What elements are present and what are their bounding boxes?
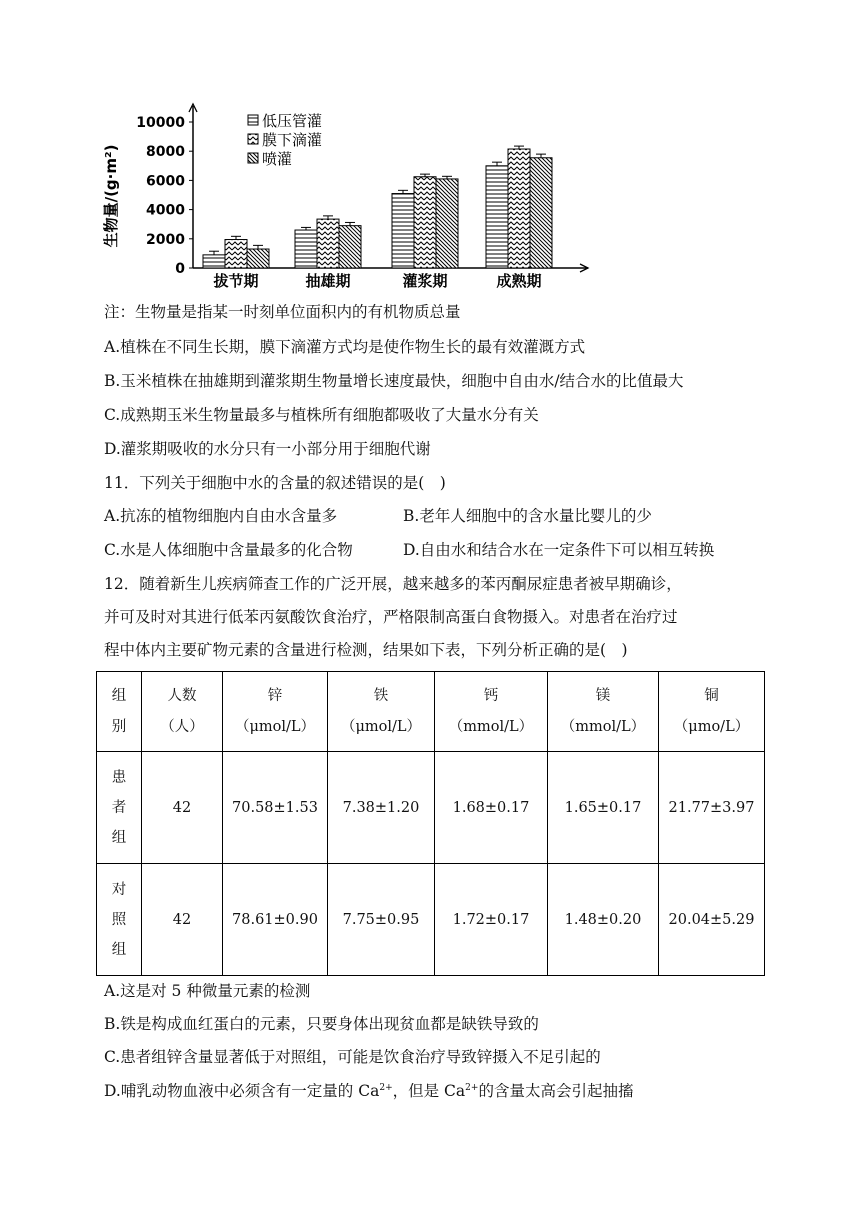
row-group-label: 对 照 组 xyxy=(97,864,142,976)
q10-option-b: B.玉米植株在抽雄期到灌浆期生物量增长速度最快，细胞中自由水/结合水的比值最大 xyxy=(104,372,684,390)
q12-stem-line-1: 12．随着新生儿疾病筛查工作的广泛开展，越来越多的苯丙酮尿症患者被早期确诊， xyxy=(104,575,682,593)
bar xyxy=(295,230,317,268)
header-zinc: 锌 （μmol/L） xyxy=(223,672,328,752)
bar xyxy=(530,158,552,268)
table-cell: 78.61±0.90 xyxy=(223,864,328,976)
table-cell: 7.38±1.20 xyxy=(328,752,435,864)
legend-label: 膜下滴灌 xyxy=(262,131,323,149)
table-cell: 7.75±0.95 xyxy=(328,864,435,976)
x-tick-label: 拔节期 xyxy=(213,272,259,290)
table-row xyxy=(97,752,765,864)
legend-label: 喷灌 xyxy=(262,150,293,168)
bar xyxy=(317,219,339,268)
q12-option-b: B.铁是构成血红蛋白的元素，只要身体出现贫血都是缺铁导致的 xyxy=(104,1015,539,1033)
bar xyxy=(436,179,458,268)
table-row xyxy=(97,864,765,976)
table-cell: 1.65±0.17 xyxy=(548,752,659,864)
q12-stem-line-3: 程中体内主要矿物元素的含量进行检测，结果如下表，下列分析正确的是( ) xyxy=(104,641,628,659)
table-cell: 1.48±0.20 xyxy=(548,864,659,976)
biomass-bar-chart xyxy=(100,96,600,296)
y-tick-label: 8000 xyxy=(146,144,185,161)
table-cell: 42 xyxy=(142,864,223,976)
y-tick-label: 10000 xyxy=(136,115,185,131)
bar xyxy=(486,166,508,268)
bar xyxy=(508,149,530,268)
header-count: 人数 （人） xyxy=(142,672,223,752)
q12-option-c: C.患者组锌含量显著低于对照组，可能是饮食治疗导致锌摄入不足引起的 xyxy=(104,1048,601,1066)
header-iron: 铁 （μmol/L） xyxy=(328,672,435,752)
bar xyxy=(203,255,225,268)
bar xyxy=(247,249,269,268)
row-group-label: 患 者 组 xyxy=(97,752,142,864)
legend-swatch xyxy=(248,134,258,144)
legend-swatch xyxy=(248,153,258,163)
chart-svg xyxy=(100,96,600,296)
y-tick-label: 6000 xyxy=(146,173,185,190)
bar xyxy=(414,177,436,268)
q11-option-c: C.水是人体细胞中含量最多的化合物 xyxy=(104,541,353,559)
header-magnesium: 镁 （mmol/L） xyxy=(548,672,659,752)
q10-option-a: A.植株在不同生长期，膜下滴灌方式均是使作物生长的最有效灌溉方式 xyxy=(104,338,586,356)
q11-option-a: A.抗冻的植物细胞内自由水含量多 xyxy=(104,507,338,525)
chart-note: 注：生物量是指某一时刻单位面积内的有机物质总量 xyxy=(104,303,461,321)
q11-option-d: D.自由水和结合水在一定条件下可以相互转换 xyxy=(403,541,715,559)
mineral-table xyxy=(96,671,765,976)
q10-option-c: C.成熟期玉米生物量最多与植株所有细胞都吸收了大量水分有关 xyxy=(104,406,539,424)
q10-option-d: D.灌浆期吸收的水分只有一小部分用于细胞代谢 xyxy=(104,440,431,458)
bar xyxy=(339,226,361,268)
table-cell: 42 xyxy=(142,752,223,864)
bar xyxy=(392,194,414,268)
header-calcium: 钙 （mmol/L） xyxy=(435,672,548,752)
table-cell: 1.68±0.17 xyxy=(435,752,548,864)
table-header-row xyxy=(97,672,765,752)
header-group: 组 别 xyxy=(97,672,142,752)
table-cell: 1.72±0.17 xyxy=(435,864,548,976)
q12-stem-line-2: 并可及时对其进行低苯丙氨酸饮食治疗，严格限制高蛋白食物摄入。对患者在治疗过 xyxy=(104,608,678,626)
header-copper: 铜 （μmo/L） xyxy=(659,672,765,752)
chart-legend xyxy=(248,112,322,168)
table-cell: 70.58±1.53 xyxy=(223,752,328,864)
x-tick-label: 灌浆期 xyxy=(402,272,448,290)
x-tick-label: 抽雄期 xyxy=(305,272,351,290)
legend-label: 低压管灌 xyxy=(262,112,323,130)
bar xyxy=(225,240,247,268)
table-cell: 20.04±5.29 xyxy=(659,864,765,976)
q11-stem: 11．下列关于细胞中水的含量的叙述错误的是( ) xyxy=(104,474,446,492)
y-tick-label: 0 xyxy=(175,261,185,277)
y-axis-label: 生物量/(g·m²) xyxy=(102,144,120,248)
x-tick-label: 成熟期 xyxy=(496,272,542,290)
q12-option-a: A.这是对 5 种微量元素的检测 xyxy=(104,982,311,1000)
y-tick-label: 2000 xyxy=(146,231,185,248)
y-tick-label: 4000 xyxy=(146,202,185,219)
q12-option-d: D.哺乳动物血液中必须含有一定量的 $Ca^{2+}$，但是 $Ca^{2+}$的含量太高会引起抽搐 xyxy=(104,1082,634,1100)
table-cell: 21.77±3.97 xyxy=(659,752,765,864)
q11-option-b: B.老年人细胞中的含水量比婴儿的少 xyxy=(403,507,652,525)
legend-swatch xyxy=(248,115,258,125)
